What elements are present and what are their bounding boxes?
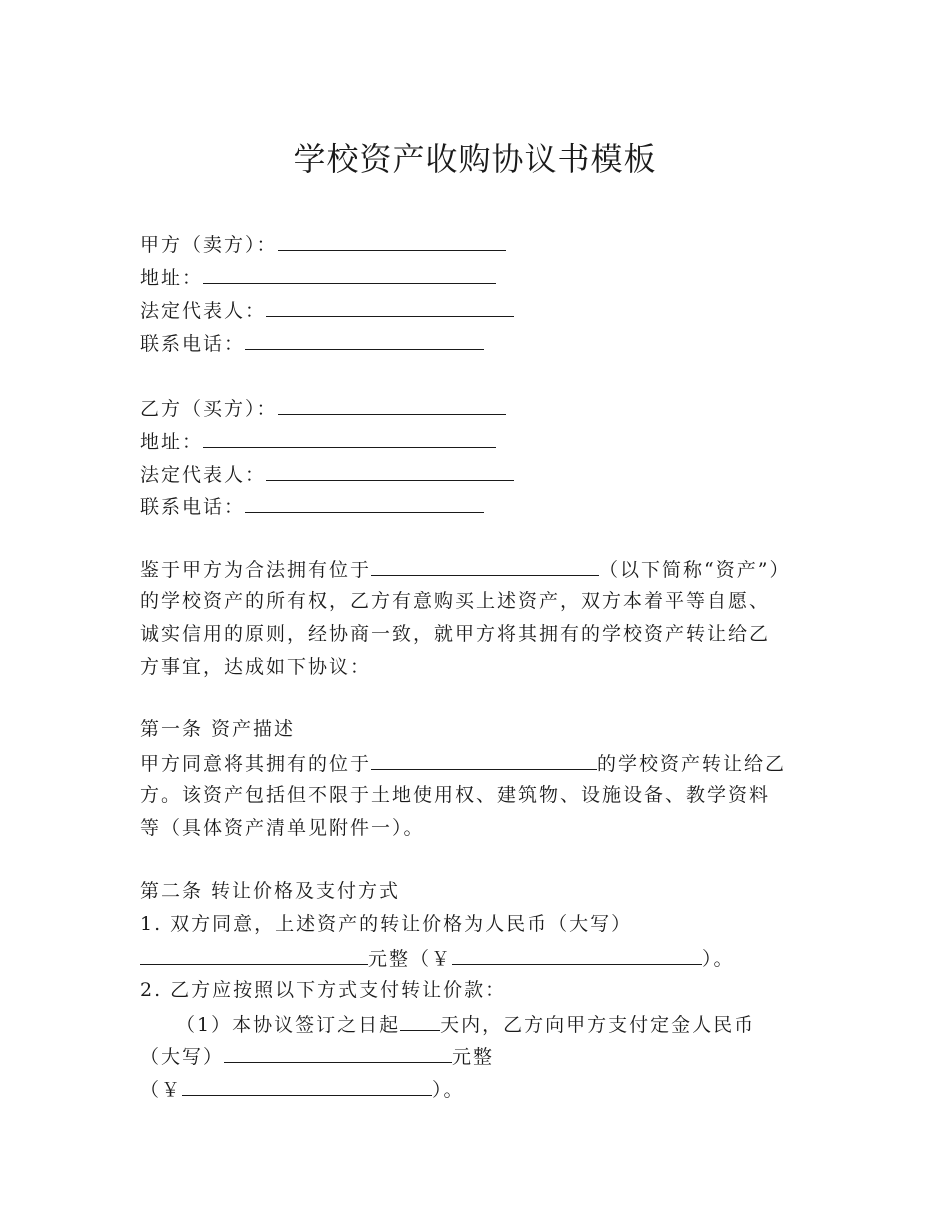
party-b-rep-line [140,460,514,488]
price-yuan-text: 元整（￥ [368,948,453,970]
preamble-text-1b: （以下简称“资产”） [599,559,791,581]
party-a-address-blank[interactable] [203,263,496,284]
price-close-text: ）。 [702,948,735,970]
party-a-phone-line [140,329,484,357]
party-a-address-line [140,263,496,291]
party-a-rep-blank[interactable] [266,296,514,317]
article-1-line-2: 方。该资产包括但不限于土地使用权、建筑物、设施设备、教学资料 [140,784,771,806]
preamble-line-3: 诚实信用的原则，经协商一致，就甲方将其拥有的学校资产转让给乙 [140,623,771,645]
article-1-line-3: 等（具体资产清单见附件一）。 [140,817,425,839]
party-b-rep-blank[interactable] [266,460,514,481]
party-a-line [140,230,506,258]
article-1-text-1a: 甲方同意将其拥有的位于 [140,753,372,775]
party-a-rep-label: 法定代表人： [140,300,267,322]
party-b-name-blank[interactable] [278,394,506,415]
article-2-item-1: 1. 双方同意，上述资产的转让价格为人民币（大写） [140,913,633,935]
preamble-line-2: 的学校资产的所有权，乙方有意购买上述资产，双方本着平等自愿、 [140,590,771,612]
party-b-address-line [140,427,496,455]
party-b-address-label: 地址： [140,431,204,453]
sub-1-text-a: （1）本协议签订之日起 [176,1014,401,1036]
deposit-words-blank[interactable] [224,1042,452,1063]
party-a-label: 甲方（卖方）： [140,234,278,256]
article-2-sub-1-line-3 [140,1075,465,1103]
article-1-line-1 [140,749,786,777]
party-b-phone-label: 联系电话： [140,496,246,518]
article-1-location-blank[interactable] [371,749,597,770]
sub-1-yuan-text: 元整 [452,1046,495,1068]
price-words-blank[interactable] [140,944,368,965]
article-1-heading: 第一条 资产描述 [140,718,296,740]
article-2-item-1-amount-line [140,944,735,972]
preamble-line-4: 方事宜，达成如下协议： [140,656,372,678]
asset-location-blank[interactable] [371,555,599,576]
price-figures-blank[interactable] [452,944,702,965]
deposit-days-blank[interactable] [400,1010,440,1031]
sub-1-close-text: ）。 [432,1079,465,1101]
article-2-sub-1-line-1 [176,1010,755,1038]
article-2-sub-1-line-2 [140,1042,494,1070]
party-b-phone-line [140,492,484,520]
party-b-address-blank[interactable] [203,427,496,448]
party-a-phone-label: 联系电话： [140,333,246,355]
party-b-phone-blank[interactable] [245,492,484,513]
party-b-rep-label: 法定代表人： [140,464,267,486]
party-a-name-blank[interactable] [278,230,506,251]
party-a-rep-line [140,296,514,324]
article-2-item-2: 2. 乙方应按照以下方式支付转让价款： [140,979,507,1001]
party-b-label: 乙方（买方）： [140,398,278,420]
deposit-figures-blank[interactable] [182,1075,432,1096]
sub-1-open-text: （￥ [140,1079,183,1101]
preamble-text-1a: 鉴于甲方为合法拥有位于 [140,559,372,581]
party-a-phone-blank[interactable] [245,329,484,350]
article-2-heading: 第二条 转让价格及支付方式 [140,880,401,902]
article-1-text-1b: 的学校资产转让给乙 [597,753,787,775]
party-b-line [140,394,506,422]
document-title: 学校资产收购协议书模板 [293,140,657,178]
preamble-line-1 [140,555,790,583]
party-a-address-label: 地址： [140,267,204,289]
sub-1-daxie-text: （大写） [140,1046,225,1068]
sub-1-text-b: 天内，乙方向甲方支付定金人民币 [440,1014,756,1036]
